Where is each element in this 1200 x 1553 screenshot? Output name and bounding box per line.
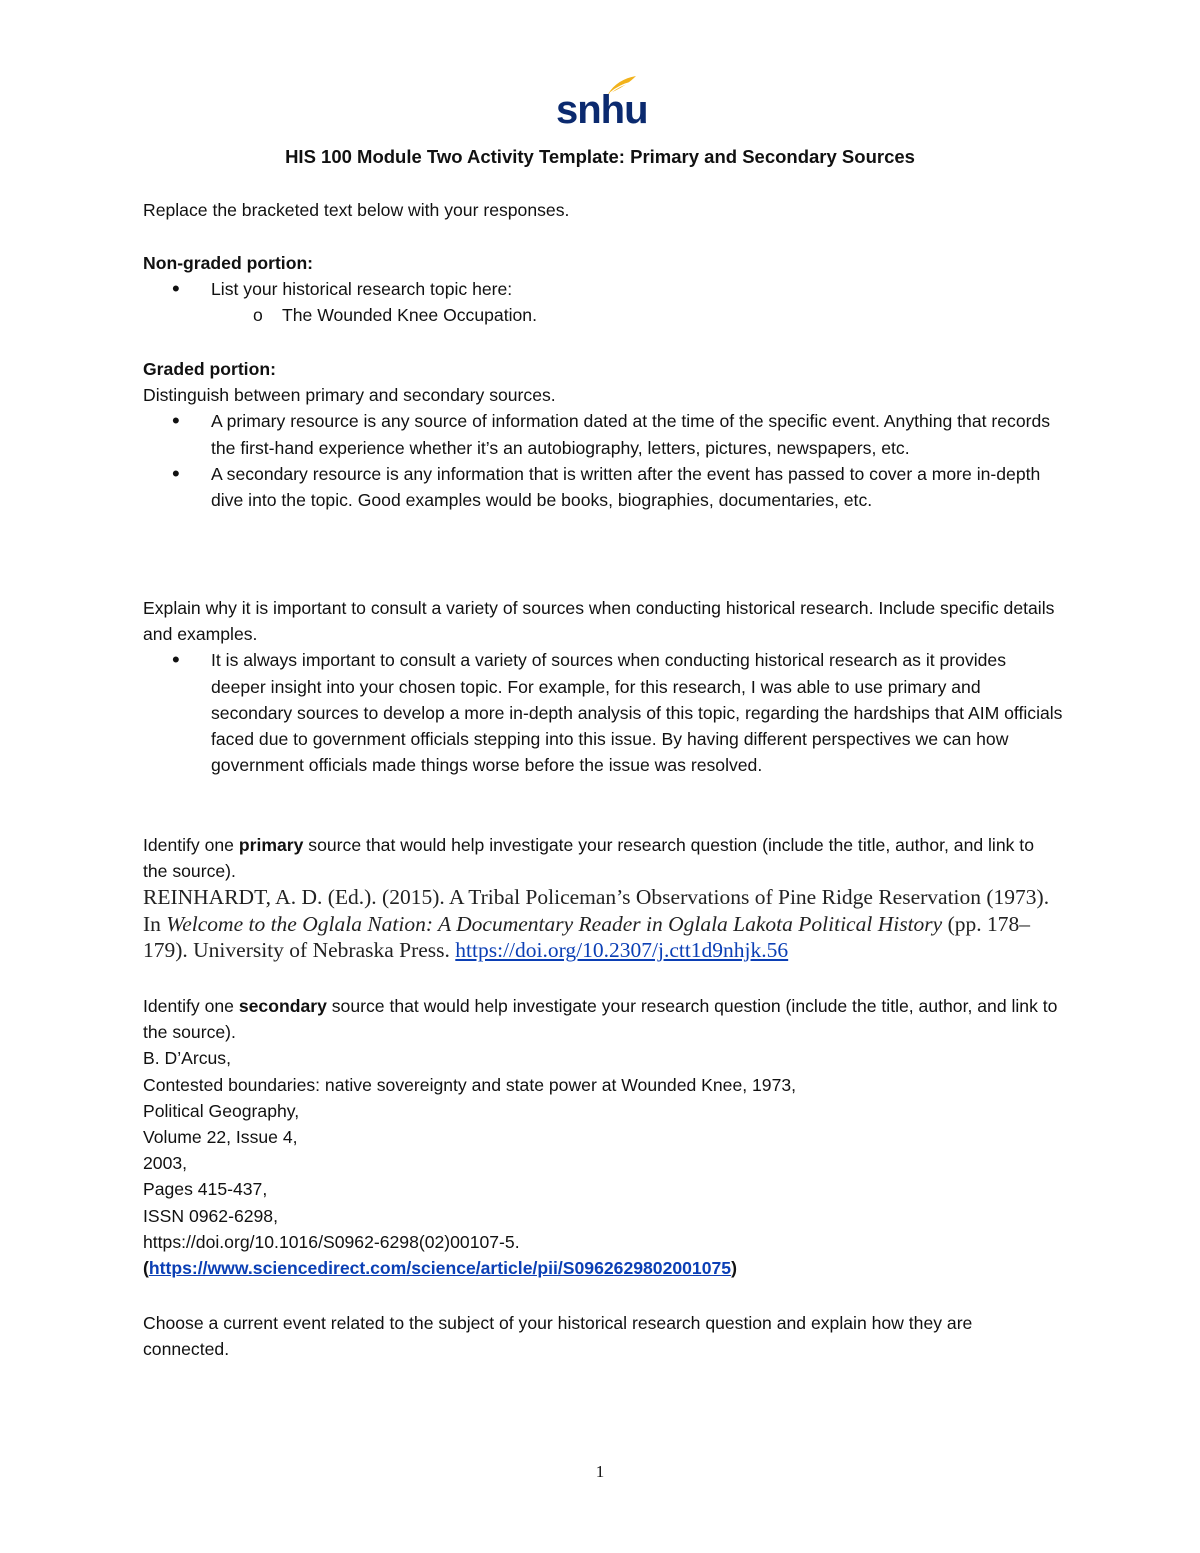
list-item	[143, 647, 1063, 778]
page-title: HIS 100 Module Two Activity Template: Primary and Secondary Sources	[285, 146, 915, 167]
current-event-prompt: Choose a current event related to the subject of your historical research question and explain how they are connected.	[143, 1313, 973, 1360]
graded-prompt: Distinguish between primary and secondary sources.	[143, 385, 556, 406]
list-item: • List your historical research topic here:	[143, 276, 1063, 302]
graded-heading: Graded portion:	[143, 359, 276, 379]
non-graded-section	[143, 250, 1063, 329]
sub-list-marker: o	[253, 305, 263, 326]
citation-line: Volume 22, Issue 4,	[143, 1127, 298, 1148]
graded-section	[143, 356, 1063, 513]
citation-line: 2003,	[143, 1153, 188, 1174]
citation-line: B. D’Arcus,	[143, 1048, 231, 1069]
variety-section	[143, 595, 1063, 778]
variety-answer: It is always important to consult a variety of sources when conducting historical research as it provides deeper insight into your chosen topic. For example, for this research, I was able to use primary and secondary sources to develop a more in-depth analysis of this topic, regarding the hardships that AIM officials faced due to government officials stepping into this issue. By having different perspectives we can how government officials made things worse before the issue was resolved.	[211, 650, 1063, 776]
primary-citation: REINHARDT, A. D. (Ed.). (2015). A Tribal Policeman’s Observations of Pine Ridge Reservation (1973). In Welcome to the Oglala Nation: A Documentary Reader in Oglala Lakota Political History (pp. 178–179). University of Nebraska Press. https://doi.org/10.2307/j.ctt1d9nhjk.56	[143, 885, 1050, 963]
citation-line: Contested boundaries: native sovereignty and state power at Wounded Knee, 1973,	[143, 1074, 797, 1095]
primary-prompt: Identify one primary source that would help investigate your research question (include the title, author, and link to the source).	[143, 835, 1034, 882]
citation-line: ISSN 0962-6298,	[143, 1205, 278, 1226]
citation-link-line: (https://www.sciencedirect.com/science/article/pii/S0962629802001075)	[143, 1258, 737, 1279]
non-graded-heading: Non-graded portion:	[143, 253, 314, 273]
sub-list-item	[143, 302, 1063, 328]
logo-wordmark: snhu	[556, 88, 648, 132]
page-number: 1	[595, 1462, 605, 1481]
primary-source-section	[143, 832, 1063, 964]
variety-prompt: Explain why it is important to consult a variety of sources when conducting historical research. Include specific details and examples.	[143, 598, 1055, 645]
list-item	[143, 461, 1063, 513]
list-item	[143, 408, 1063, 460]
secondary-source-link[interactable]: https://www.sciencedirect.com/science/article/pii/S0962629802001075	[148, 1258, 732, 1279]
primary-definition: A primary resource is any source of information dated at the time of the specific event. Anything that records the first-hand experience whether it’s an autobiography, letters, pictures, newspapers, etc.	[211, 411, 1051, 458]
primary-source-link[interactable]: https://doi.org/10.2307/j.ctt1d9nhjk.56	[455, 938, 789, 963]
secondary-prompt: Identify one secondary source that would help investigate your research question (include the title, author, and link to the source).	[143, 996, 1058, 1043]
intro-text: Replace the bracketed text below with your responses.	[143, 200, 570, 220]
citation-line: Pages 415-437,	[143, 1179, 268, 1200]
secondary-definition: A secondary resource is any information that is written after the event has passed to cover a more in-depth dive into the topic. Good examples would be books, biographies, documentaries, etc.	[211, 463, 1041, 511]
secondary-source-section	[143, 993, 1063, 1281]
research-topic: The Wounded Knee Occupation.	[282, 305, 537, 326]
snhu-logo	[556, 74, 648, 132]
citation-line: https://doi.org/10.1016/S0962-6298(02)00107-5.	[143, 1231, 520, 1252]
citation-line: Political Geography,	[143, 1100, 300, 1121]
